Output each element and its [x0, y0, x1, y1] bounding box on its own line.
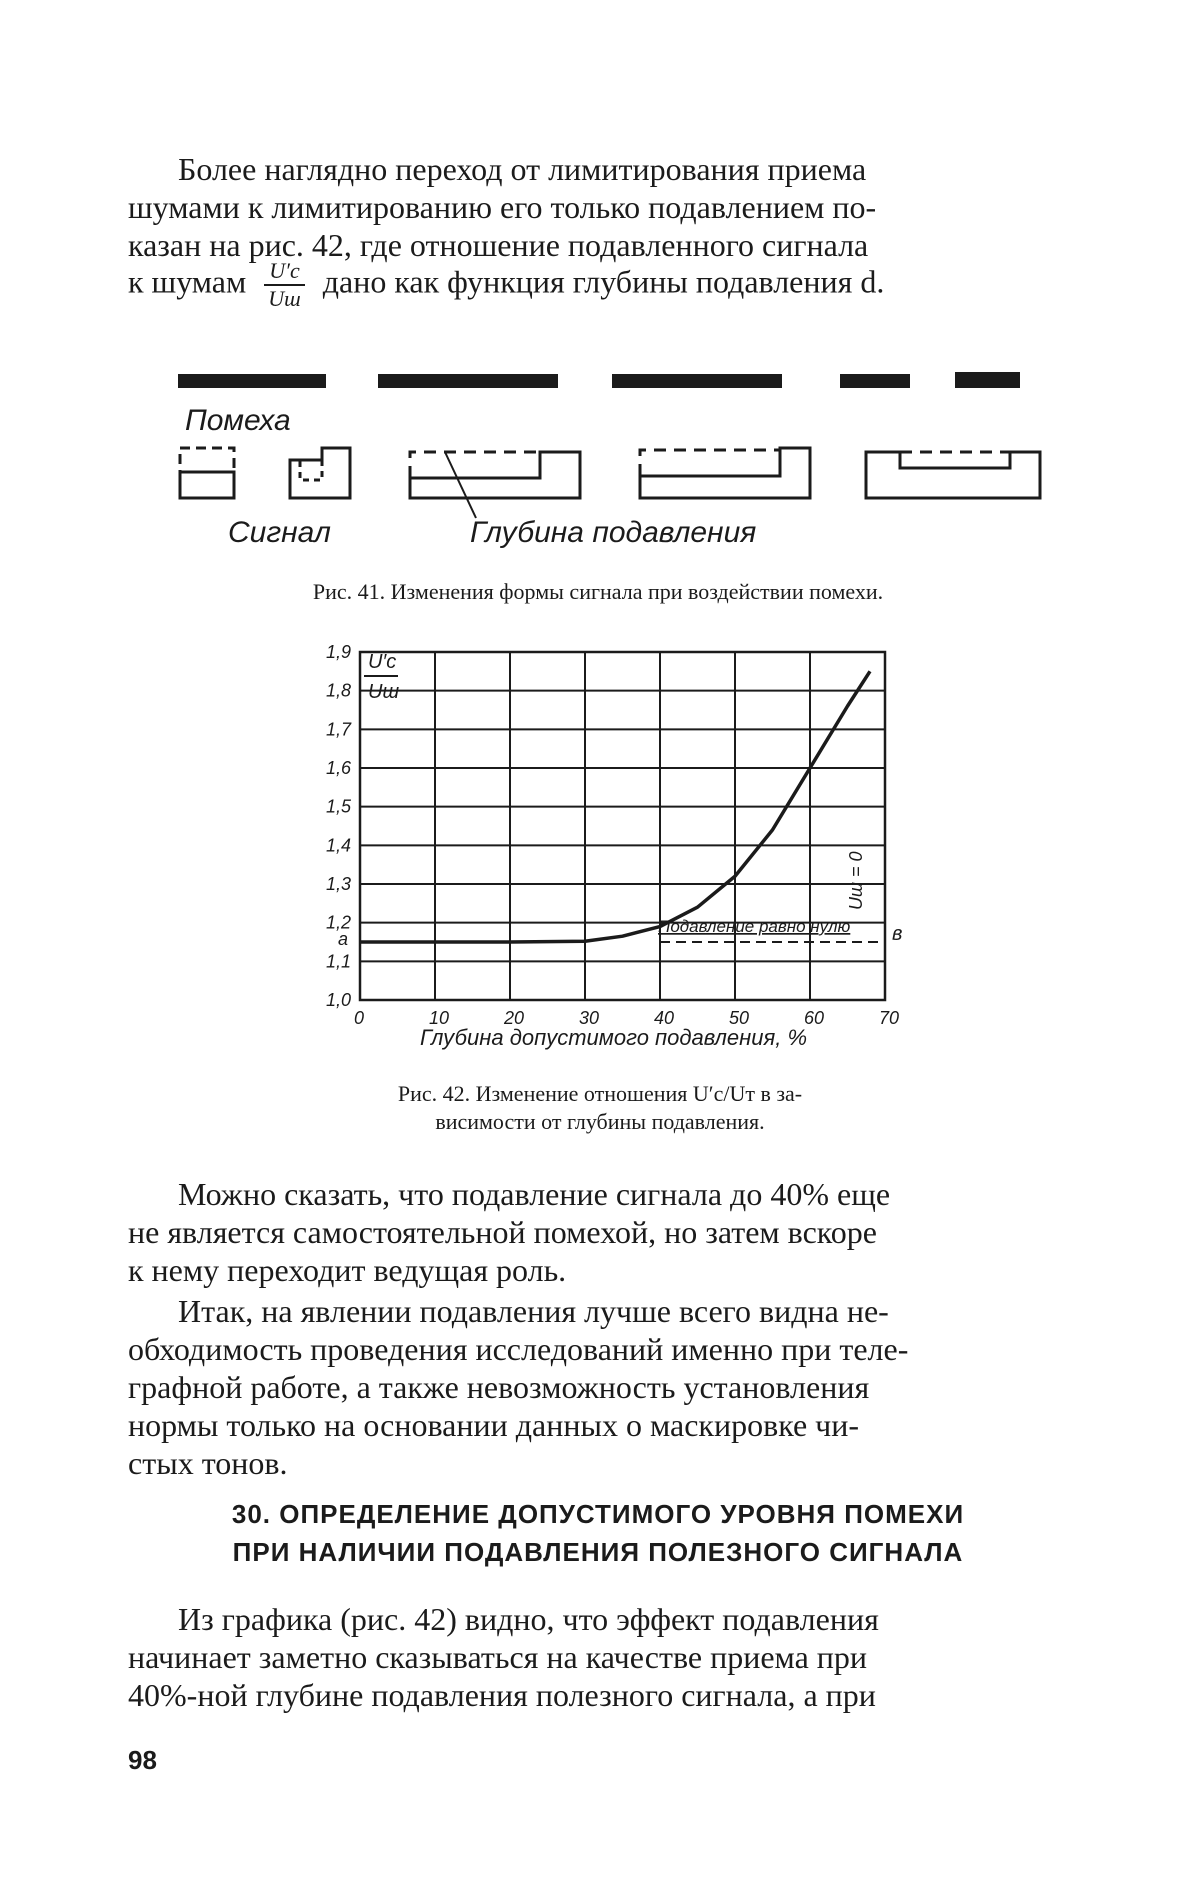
text-line: нормы только на основании данных о маскировке чи- — [128, 1407, 860, 1443]
text-line: казан на рис. 42, где отношение подавленного сигнала — [128, 227, 869, 263]
x-tick-label: 20 — [504, 1008, 525, 1028]
text-segment: к шумам — [128, 263, 247, 300]
chart-ticks — [326, 642, 899, 1028]
marker-b: в — [892, 923, 903, 945]
plot-frame — [360, 652, 885, 1000]
figure-41-caption: Рис. 41. Изменения формы сигнала при воздействии помехи. — [312, 579, 884, 604]
text-line: Итак, на явлении подавления лучше всего видна не- — [178, 1293, 889, 1329]
text-line: обходимость проведения исследований именно при теле- — [128, 1331, 909, 1367]
paragraph-1 — [128, 150, 1068, 264]
x-tick-label: 60 — [804, 1008, 825, 1028]
heading-line: ПРИ НАЛИЧИИ ПОДАВЛЕНИЯ ПОЛЕЗНОГО СИГНАЛА — [232, 1537, 964, 1567]
figure-42-chart — [0, 640, 1200, 1070]
marker-a: a — [338, 929, 349, 949]
signal-pulse — [410, 452, 580, 498]
fraction-denominator: Uш — [268, 286, 301, 311]
signal-shapes — [180, 448, 1040, 518]
signal-pulse — [300, 460, 322, 480]
paragraph-2 — [128, 1175, 1068, 1289]
caption-line: Рис. 42. Изменение отношения U′с/Uт в за- — [397, 1081, 803, 1106]
ratio-fraction — [264, 258, 305, 312]
heading-line: 30. ОПРЕДЕЛЕНИЕ ДОПУСТИМОГО УРОВНЯ ПОМЕХИ — [231, 1499, 965, 1529]
text-line: шумами к лимитированию его только подавлением по- — [128, 189, 877, 225]
signal-pulse — [410, 452, 540, 478]
signal-pulse — [640, 450, 780, 476]
y-tick-label: 1,0 — [326, 990, 352, 1010]
y-tick-label: 1,4 — [326, 835, 352, 856]
x-tick-label: 10 — [429, 1008, 450, 1028]
signal-pulse — [640, 448, 810, 498]
y-tick-label: 1,8 — [326, 680, 352, 701]
text-line: к нему переходит ведущая роль. — [128, 1252, 567, 1288]
fraction-numerator: U′с — [264, 258, 305, 286]
depth-label: Глубина подавления — [470, 516, 757, 549]
y-label-denominator: Uш — [368, 681, 400, 703]
interference-bar — [178, 374, 326, 388]
x-axis-label: Глубина допустимого подавления, % — [420, 1025, 808, 1050]
annotation-vertical: Uш = 0 — [846, 851, 866, 910]
signal-pulse — [866, 452, 1040, 498]
interference-bar — [955, 372, 1020, 388]
depth-pointer — [445, 452, 476, 518]
paragraph-3 — [128, 1292, 1068, 1482]
y-label-numerator: U′с — [368, 651, 397, 673]
figure-42-caption — [300, 1080, 900, 1136]
paragraph-4 — [128, 1600, 1068, 1714]
y-tick-label: 1,6 — [326, 758, 352, 778]
text-segment: дано как функция глубины подавления d. — [322, 263, 885, 300]
y-tick-label: 1,7 — [326, 719, 352, 740]
signal-pulse — [180, 472, 234, 498]
text-line: Можно сказать, что подавление сигнала до 40% еще — [178, 1176, 891, 1212]
y-tick-label: 1,1 — [326, 951, 352, 972]
section-heading — [128, 1495, 1068, 1571]
text-line: Более наглядно переход от лимитирования приема — [178, 151, 867, 187]
annotation-zero-suppression: Подавление равно нулю — [658, 917, 851, 936]
interference-label: Помеха — [185, 404, 291, 437]
text-line: стых тонов. — [128, 1445, 288, 1481]
text-line: начинает заметно сказываться на качестве приема при — [128, 1639, 868, 1675]
x-tick-label: 50 — [729, 1008, 750, 1028]
text-line: не является самостоятельной помехой, но затем вскоре — [128, 1214, 877, 1250]
x-tick-label: 70 — [879, 1008, 900, 1028]
text-line: графной работе, а также невозможность установления — [128, 1369, 870, 1405]
y-tick-label: 1,5 — [326, 796, 352, 817]
interference-bar — [378, 374, 558, 388]
signal-label: Сигнал — [228, 516, 331, 549]
figure-41 — [0, 360, 1200, 600]
text-line: 40%-ной глубине подавления полезного сигнала, а при — [128, 1677, 876, 1713]
caption-line: висимости от глубины подавления. — [435, 1109, 765, 1134]
y-tick-label: 1,2 — [326, 912, 352, 933]
y-tick-label: 1,9 — [326, 642, 352, 662]
interference-bar — [840, 374, 910, 388]
interference-bars — [178, 372, 1020, 388]
chart-y-label — [364, 651, 399, 703]
chart-grid — [360, 652, 885, 1000]
x-tick-label: 40 — [654, 1008, 675, 1028]
y-tick-label: 1,3 — [326, 874, 352, 894]
paragraph-1-formula-line — [128, 258, 1068, 322]
x-tick-label: 0 — [354, 1008, 365, 1028]
text-line: Из графика (рис. 42) видно, что эффект подавления — [178, 1601, 879, 1637]
page-number: 98 — [128, 1745, 157, 1775]
interference-bar — [612, 374, 782, 388]
x-tick-label: 30 — [579, 1008, 600, 1028]
